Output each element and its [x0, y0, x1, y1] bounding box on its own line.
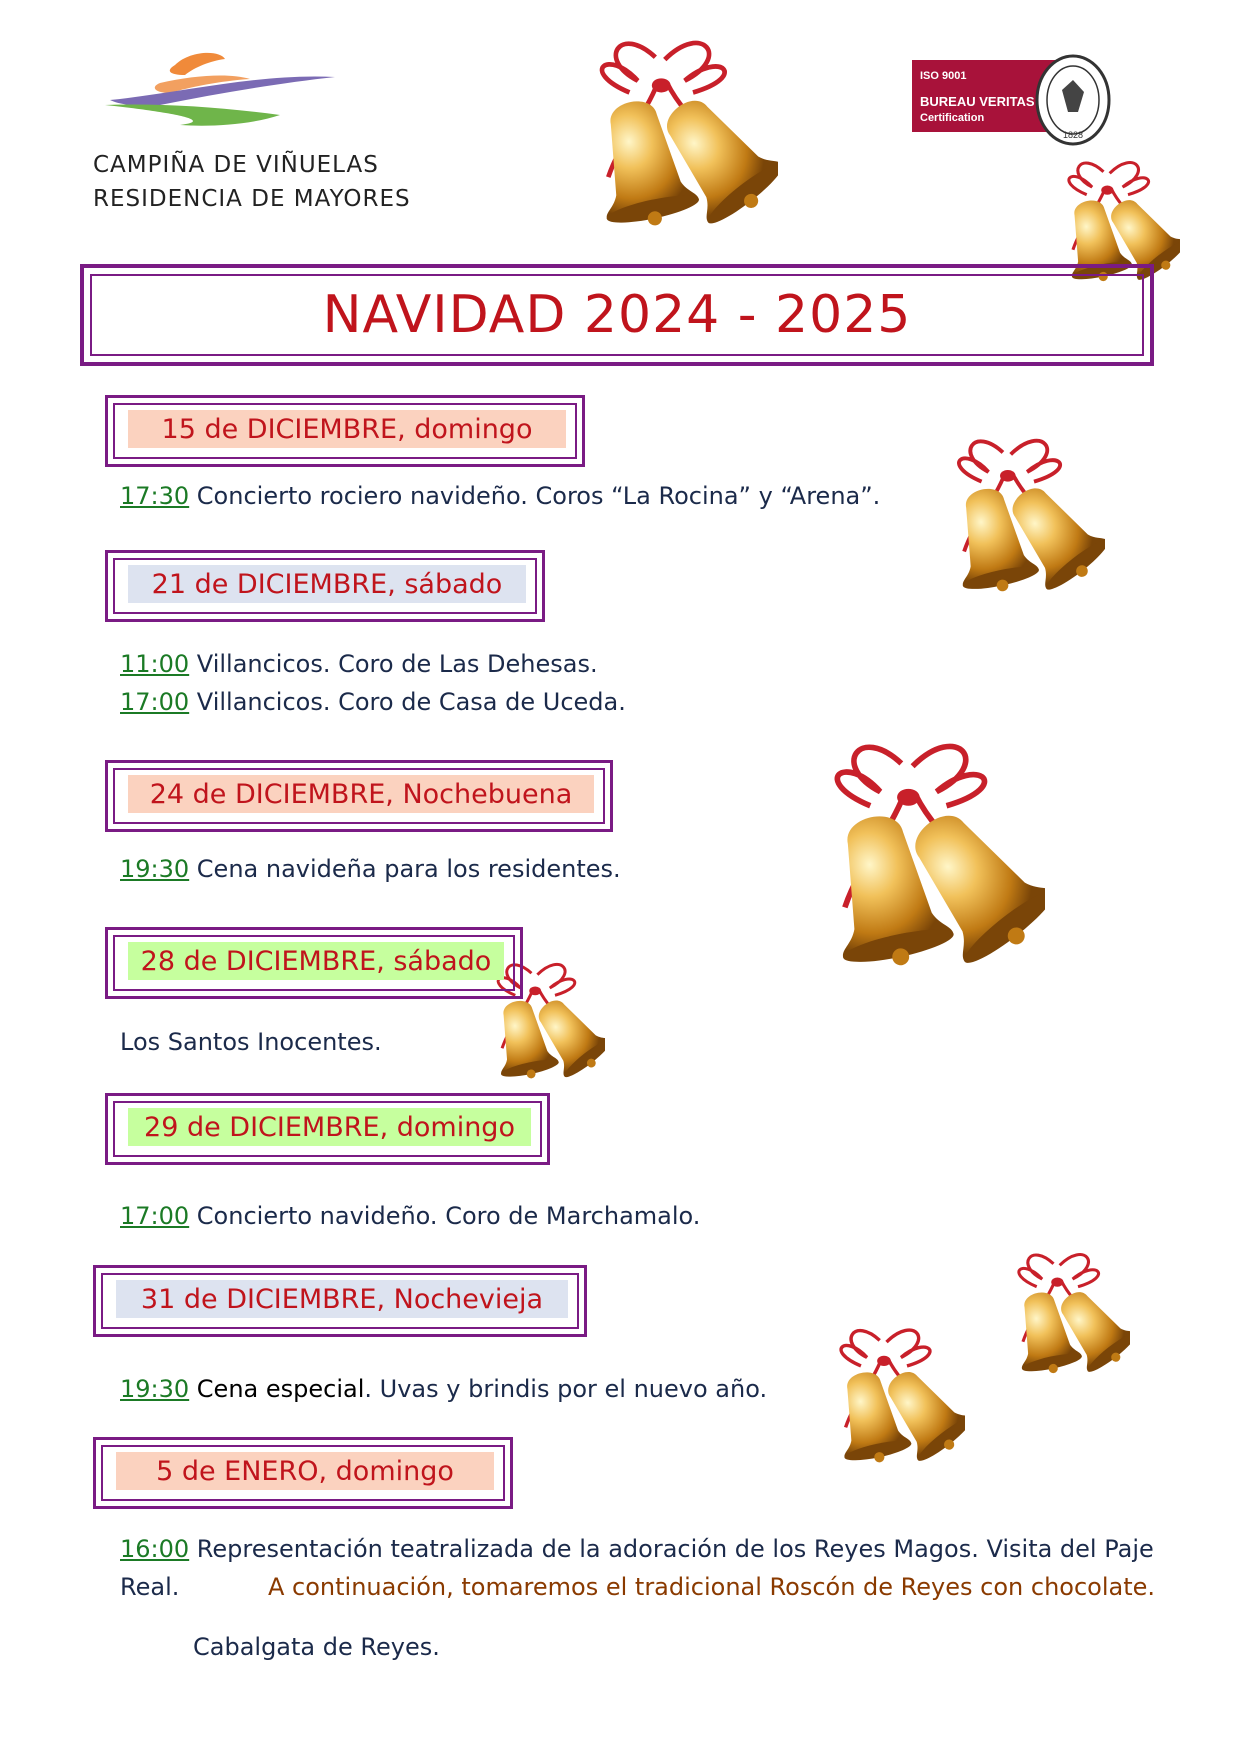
- date-label: 21 de DICIEMBRE, sábado: [128, 565, 526, 603]
- event-line: [120, 650, 598, 678]
- date-label: 29 de DICIEMBRE, domingo: [128, 1108, 531, 1146]
- event-text: Representación teatralizada de la adoración de los Reyes Magos. Visita del Paje: [189, 1535, 1154, 1563]
- event-line: [120, 1028, 382, 1056]
- event-text: Cabalgata de Reyes.: [193, 1633, 440, 1661]
- event-time: 16:00: [120, 1535, 190, 1563]
- event-text: Concierto rociero navideño. Coros “La Rocina” y “Arena”.: [189, 482, 881, 510]
- page-title: NAVIDAD 2024 - 2025: [322, 285, 912, 345]
- event-text: Cena navideña para los residentes.: [189, 855, 621, 883]
- date-box: [105, 395, 585, 467]
- event-line: [120, 688, 626, 716]
- cert-sub: Certification: [920, 112, 985, 124]
- certification-badge: [912, 52, 1134, 152]
- bells-decoration-icon: [1000, 1250, 1130, 1380]
- date-label: 5 de ENERO, domingo: [116, 1452, 494, 1490]
- event-text: Villancicos. Coro de Las Dehesas.: [189, 650, 598, 678]
- event-text: Villancicos. Coro de Casa de Uceda.: [189, 688, 626, 716]
- date-box: [105, 927, 523, 999]
- date-box: [105, 760, 613, 832]
- event-line: [120, 1535, 1154, 1563]
- cert-iso: ISO 9001: [920, 70, 967, 82]
- cert-seal-year: 1828: [1062, 130, 1084, 140]
- date-box: [105, 1093, 550, 1165]
- organization-name: CAMPIÑA DE VIÑUELAS: [93, 152, 379, 178]
- event-line: [120, 1375, 767, 1403]
- event-time: 19:30: [120, 1375, 190, 1403]
- event-line: [120, 482, 880, 510]
- event-line: [193, 1633, 440, 1661]
- residence-logo: [100, 45, 390, 145]
- event-line: [120, 1573, 179, 1601]
- date-label: 24 de DICIEMBRE, Nochebuena: [128, 775, 594, 813]
- organization-subtitle: RESIDENCIA DE MAYORES: [93, 186, 411, 212]
- date-label: 28 de DICIEMBRE, sábado: [128, 942, 504, 980]
- date-box: [93, 1437, 513, 1509]
- date-label: 15 de DICIEMBRE, domingo: [128, 410, 566, 448]
- date-box: [93, 1265, 587, 1337]
- cert-name: BUREAU VERITAS: [920, 94, 1035, 109]
- event-time: 17:30: [120, 482, 190, 510]
- event-line: [120, 855, 621, 883]
- event-time: 19:30: [120, 855, 190, 883]
- event-time: 11:00: [120, 650, 190, 678]
- event-line: [120, 1202, 700, 1230]
- event-text: Real.: [120, 1573, 180, 1601]
- bells-decoration-icon: [930, 435, 1105, 600]
- date-label: 31 de DICIEMBRE, Nochevieja: [116, 1280, 568, 1318]
- date-box: [105, 550, 545, 622]
- event-text-strong: Cena especial: [189, 1375, 365, 1403]
- event-text: Los Santos Inocentes.: [120, 1028, 382, 1056]
- event-time: 17:00: [120, 1202, 190, 1230]
- cert-seal-icon: [1032, 52, 1114, 148]
- title-frame: [80, 264, 1154, 366]
- event-time: 17:00: [120, 688, 190, 716]
- event-note: A continuación, tomaremos el tradicional Roscón de Reyes con chocolate.: [268, 1573, 1156, 1601]
- event-text: . Uvas y brindis por el nuevo año.: [364, 1375, 768, 1403]
- bells-decoration-icon: [568, 36, 778, 236]
- bells-decoration-icon: [800, 738, 1045, 978]
- event-text: Concierto navideño. Coro de Marchamalo.: [189, 1202, 701, 1230]
- bells-decoration-icon: [820, 1325, 965, 1470]
